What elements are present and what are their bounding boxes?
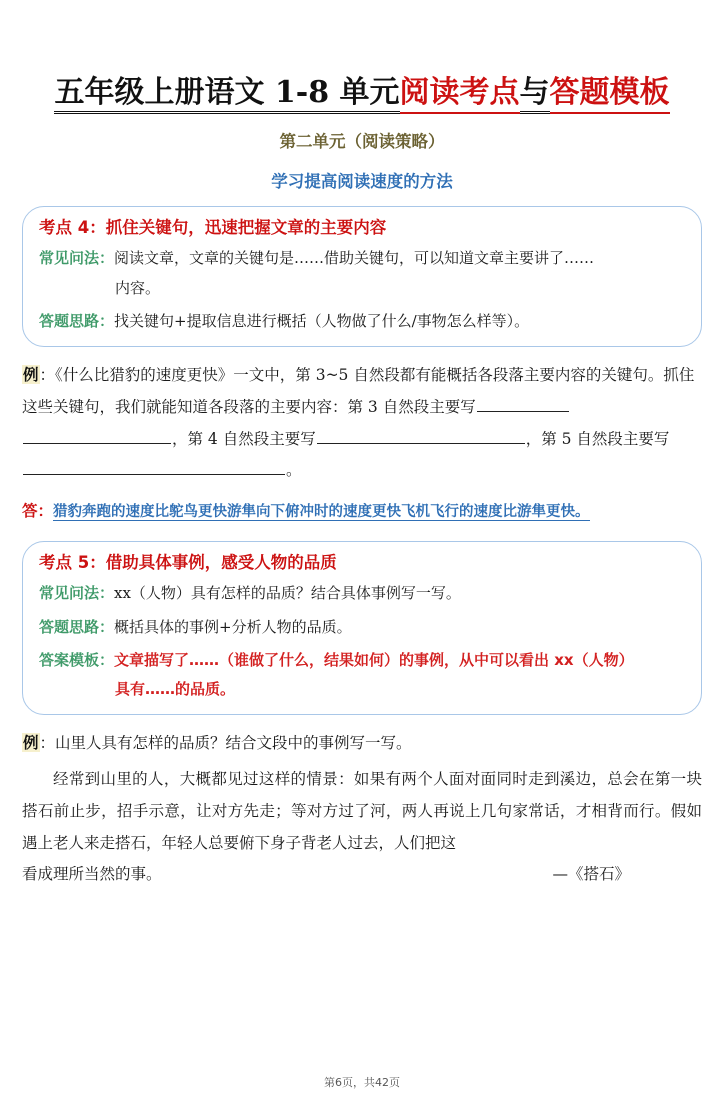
- example-1-segment-2: ，第 4 自然段主要写: [172, 429, 316, 448]
- keypoint-5-heading: 考点 5：借助具体事例，感受人物的品质: [39, 552, 337, 572]
- example-1-segment-1: 《什么比猎豹的速度更快》一文中，第 3~5 自然段都有能概括各段落主要内容的关键句。抓住这些关键句，我们就能知道各段落的主要内容：第 3 自然段主要写: [22, 366, 695, 416]
- title-conjunction: 与: [520, 75, 550, 114]
- common-question-text: 阅读文章，文章的关键句是……借助关键句，可以知道文章主要讲了……: [114, 249, 595, 268]
- answer-template-text: 文章描写了……（谁做了什么，结果如何）的事例，从中可以看出 xx（人物）: [114, 650, 634, 669]
- answer-template-label: 答案模板：: [39, 650, 115, 669]
- keypoint-box-5: [22, 541, 702, 716]
- title-red-segment-1: 阅读考点: [400, 75, 520, 114]
- keypoint-5-template-row: [39, 646, 685, 675]
- example-2-passage-tail: 看成理所当然的事。: [22, 865, 162, 884]
- example-2-source-line: [22, 859, 702, 891]
- document-page: [0, 74, 724, 1098]
- answer-1-text: 猎豹奔跑的速度比鸵鸟更快游隼向下俯冲时的速度更快飞机飞行的速度比游隼更快。: [53, 504, 590, 521]
- title-red-segment-2: 答题模板: [550, 75, 670, 114]
- page-footer: 第6页，共42页: [324, 1076, 400, 1089]
- answer-approach-text: 找关键句+提取信息进行概括（人物做了什么/事物怎么样等）。: [114, 311, 530, 330]
- example-2-question: 山里人具有怎样的品质？结合文段中的事例写一写。: [55, 734, 412, 753]
- answer-approach-label: 答题思路：: [39, 617, 115, 636]
- answer-label: 答：: [22, 502, 54, 521]
- fill-blank-1[interactable]: [477, 395, 569, 412]
- answer-approach-text: 概括具体的事例+分析人物的品质。: [114, 617, 352, 636]
- unit-heading: 第二单元（阅读策略）: [279, 131, 445, 151]
- title-black-segment: 五年级上册语文 1-8 单元: [54, 75, 399, 114]
- example-tag: 例: [23, 365, 39, 384]
- common-question-text: xx（人物）具有怎样的品质？结合具体事例写一写。: [114, 584, 461, 603]
- fill-blank-3[interactable]: [23, 458, 285, 475]
- fill-blank-2[interactable]: [317, 426, 525, 443]
- method-heading: 学习提高阅读速度的方法: [271, 171, 453, 191]
- example-2-colon: ：: [39, 734, 56, 753]
- answer-template-continuation-text: 具有……的品质。: [115, 680, 236, 699]
- example-2-passage: 经常到山里的人，大概都见过这样的情景：如果有两个人面对面同时走到溪边，总会在第一块搭石前止步，招手示意，让对方先走；等对方过了河，两人再说上几句家常话，才相背而行。假如遇上老人来走搭石，年轻人总要俯下身子背老人过去，人们把这: [22, 770, 702, 852]
- common-question-label: 常见问法：: [39, 584, 115, 603]
- keypoint-4-approach-row: [39, 307, 685, 336]
- example-1-segment-3: ，第 5 自然段主要写: [525, 429, 670, 448]
- keypoint-box-4: [22, 206, 702, 348]
- keypoint-4-question-row: [39, 244, 685, 273]
- common-question-label: 常见问法：: [39, 249, 115, 268]
- keypoint-4-heading: 考点 4：抓住关键句，迅速把握文章的主要内容: [39, 217, 387, 237]
- keypoint-5-template-continuation: [39, 675, 685, 704]
- example-2: [22, 727, 702, 760]
- fill-blank-1b[interactable]: [23, 426, 171, 443]
- example-tag: 例: [23, 733, 39, 753]
- example-1-end: 。: [286, 461, 302, 480]
- example-1-colon: ：: [39, 366, 56, 384]
- page-title: [22, 74, 702, 112]
- answer-1-line: [22, 497, 702, 527]
- example-1: [22, 359, 702, 487]
- answer-approach-label: 答题思路：: [39, 311, 115, 330]
- keypoint-4-question-continuation: 内容。: [115, 278, 161, 297]
- example-2-source: —《搭石》: [552, 865, 630, 884]
- keypoint-5-question-row: [39, 579, 685, 608]
- keypoint-5-approach-row: [39, 613, 685, 642]
